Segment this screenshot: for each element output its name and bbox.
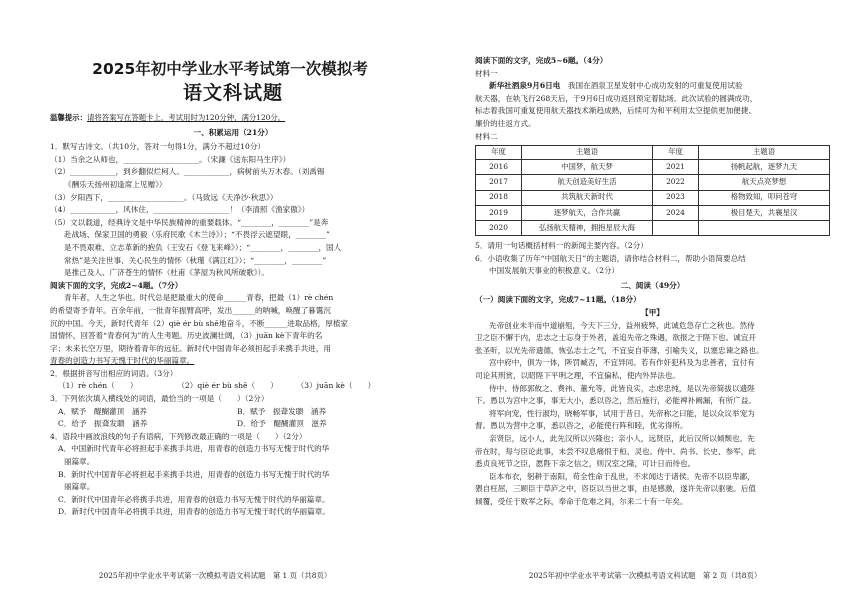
classical-line: 卫之臣不懈于内，忠志之士忘身于外者，盖追先帝之殊遇，欲报之于陛下也。诚宜开 [475, 333, 756, 343]
exam-title: 2025年初中学业水平考试第一次模拟考 [92, 60, 368, 78]
passage-line: 青年者，人生之华也。时代总是把最重大的使命______青春，把最（1）rè chén [64, 293, 334, 303]
table-cell: 2021 [652, 160, 698, 175]
classical-line: 猥自枉屈，三顾臣于草庐之中，咨臣以当世之事，由是感激，遂许先帝以驱驰。后值 [475, 484, 756, 494]
table-cell: 逐梦航天，合作共赢 [522, 205, 653, 220]
classical-line: 先帝创业未半而中道崩殂，今天下三分，益州疲弊，此诚危急存亡之秋也。然侍 [489, 320, 755, 330]
table-header: 年度 [652, 146, 698, 160]
table-row [476, 220, 830, 235]
table-row [476, 190, 830, 205]
passage-line: 字；未来长空万里，期待着青年的远征。新时代中国青年必须担起手来携手共进，用 [50, 343, 331, 353]
classical-line: 张圣听，以光先帝遗德，恢弘志士之气，不宜妄自菲薄，引喻失义，以塞忠谏之路也。 [475, 345, 764, 355]
option: A．中国新时代青年必将担起手来携手共进，用青春的创造力书写无愧于时代的华 [58, 444, 330, 454]
table-cell [699, 220, 830, 235]
reading-heading: 阅读下面的文字，完成5~6题。（4分） [475, 56, 608, 65]
classical-line: 督。愚以为营中之事，悉以咨之，必能使行阵和睦，优劣得所。 [475, 421, 688, 431]
news-dateline: 新华社酒泉9月6日电 [489, 81, 561, 91]
material-2-label: 材料二 [475, 131, 498, 141]
question-1-line: （3）夕阳西下，____________________。（马致远《天净沙·秋思》） [50, 192, 278, 202]
passage-jia-label: 【甲】 [641, 308, 664, 318]
page-footer: 2025年初中学业水平考试第一次模拟考语文科试题 第 1 页（共8页） [98, 571, 332, 581]
question-1-line: （5）文以载道，经典诗文是中华民族精神的重要载体。“________，________”是奔 [50, 217, 329, 227]
question-1-line: （2）____________，到乡翻似烂柯人。____________，病树前头万木春。（刘禹锡 [50, 167, 325, 177]
page-footer: 2025年初中学业水平考试第一次模拟考语文科试题 第 2 页（共8页） [528, 571, 762, 581]
table-cell: 2016 [476, 160, 522, 175]
material-1-label: 材料一 [475, 68, 498, 78]
classical-line: 将军向宠，性行淑均，晓畅军事，试用于昔日，先帝称之曰能，是以众议举宠为 [489, 408, 755, 418]
option: C．给予 振聋发聩 涵养 [58, 419, 148, 429]
table-cell: 格物致知，叩问苍穹 [699, 190, 830, 205]
table-cell: 极目楚天，共襄星汉 [699, 205, 830, 220]
tip-text: 请将答案写在答题卡上，考试用时为120分钟，满分120分。 [86, 113, 286, 122]
material-1-line: 廉价的往返方式。 [475, 118, 536, 128]
table-row [476, 175, 830, 190]
pinyin-item: （2）qiè ér bù shě（ ） [177, 381, 278, 391]
classical-line: 侍中、侍郎郭攸之、费祎、董允等，此皆良实，志虑忠纯，是以先帝简拔以遗陛 [489, 383, 755, 393]
section-heading-accumulation: 一、积累运用（21分） [193, 127, 273, 137]
table-cell: 2018 [476, 190, 522, 205]
table-row [476, 205, 830, 220]
classical-line: 宫中府中，俱为一体，陟罚臧否，不宜异同。若有作奸犯科及为忠善者，宜付有 [489, 358, 755, 368]
pinyin-item: （1）rè chén（ ） [58, 381, 138, 391]
question-1-line: 是推己及人、广济苍生的情怀（杜甫《茅屋为秋风所破歌》）。 [64, 268, 270, 278]
classical-line: 悉贞良死节之臣，愿陛下亲之信之，则汉室之隆，可计日而待也。 [475, 459, 696, 469]
passage-line: 沉的中国。今天，新时代青年（2）qiè ér bù shě地奋斗，不断______进取品格，厚植家 [50, 318, 349, 328]
table-cell: 2017 [476, 175, 522, 190]
classical-line: 臣本布衣，躬耕于南阳，苟全性命于乱世，不求闻达于诸侯。先帝不以臣卑鄙， [489, 471, 755, 481]
classical-line: 帝在时，每与臣论此事，未尝不叹息痛恨于桓、灵也。侍中、尚书、长史、参军，此 [475, 446, 756, 456]
question-3-options-row [50, 406, 416, 419]
question-3-options-row [50, 418, 416, 431]
table-cell: 2023 [652, 190, 698, 205]
table-cell: 2019 [476, 205, 522, 220]
table-header: 主题语 [522, 146, 653, 160]
option-continued: 丽篇章。 [64, 482, 95, 492]
theme-table [475, 145, 830, 236]
option: A．赋予 醍醐灌顶 涵养 [58, 406, 148, 416]
question-1-line: （4）____________，风休住，____________________！（李清照《渔家傲》） [50, 205, 310, 215]
table-cell: 2024 [652, 205, 698, 220]
question-6-continued: 中国发展航天事业的积极意义。（2分） [489, 266, 620, 276]
section-heading-reading: 二、阅读（49分） [620, 280, 685, 290]
table-header: 主题语 [699, 146, 830, 160]
question-1-line: （1）当余之从师也，____________________。（宋濂《送东阳马生序》） [50, 154, 291, 164]
passage-line: 国情怀，回答着“青春何为”的人生考题。历史波澜壮阔，（3）juān kè下青年的名 [50, 331, 323, 341]
classical-line: 司论其刑赏，以昭陛下平明之理，不宜偏私，使内外异法也。 [475, 371, 681, 381]
table-row [476, 160, 830, 175]
question-1-line: 赴战场、保家卫国的勇毅（乐府民歌《木兰诗》）；“不畏浮云遮望眼，________” [64, 230, 330, 240]
question-4: 4．语段中画波浪线的句子有语病，下列修改最正确的一项是（ ）（2分） [50, 431, 307, 441]
classical-line: 下。愚以为宫中之事，事无大小，悉以咨之，然后施行，必能裨补阙漏，有所广益。 [475, 396, 756, 406]
page-2-column [475, 55, 830, 509]
question-2: 2．根据拼音写出相应的词语。（3分） [50, 368, 178, 378]
material-1-line: 标志着我国可重复使用航天器技术渐趋成熟，后续可为和平利用太空提供更加便捷、 [475, 106, 756, 116]
table-header: 年度 [476, 146, 522, 160]
tip-label: 温馨提示： [50, 113, 87, 122]
table-header-row [476, 146, 830, 160]
option: B．赋予 振聋发聩 涵养 [237, 406, 327, 416]
question-1-line: 1．默写古诗文。（共10分，答对一句得1分，满分不超过10分） [50, 142, 266, 152]
question-5: 5．请用一句话概括材料一的新闻主要内容。（2分） [475, 241, 648, 251]
table-cell: 航天创造美好生活 [522, 175, 653, 190]
instructions [50, 112, 416, 125]
question-1-line: 《酬乐天扬州初逢席上见赠》） [64, 179, 167, 189]
table-cell: 航天点亮梦想 [699, 175, 830, 190]
option: C．新时代中国青年必将携手共进，用青春的创造力书写无愧于时代的华丽篇章。 [58, 494, 330, 504]
question-6: 6．小语收集了历年“中国航天日”的主题语，请你结合材料二，帮助小语简要总结 [475, 253, 746, 263]
page-1-column [50, 58, 416, 519]
exam-subtitle: 语文科试题 [182, 82, 283, 104]
material-1-line: 航天器，在轨飞行268天后，于9月6日成功返回预定着陆场。此次试验的圆满成功， [475, 93, 758, 103]
table-cell: 共筑航天新时代 [522, 190, 653, 205]
table-cell [652, 220, 698, 235]
classical-line: 倾覆，受任于败军之际，奉命于危难之间，尔来二十有一年矣。 [475, 496, 688, 506]
option-continued: 丽篇章。 [64, 457, 95, 467]
table-cell: 弘扬航天精神，拥抱星辰大海 [522, 220, 653, 235]
question-1-line: 常热”是关注世事、关心民生的情怀（秋瑾《满江红》）；“________，________” [64, 255, 327, 265]
option: D．给予 醍醐灌顶 滋养 [237, 419, 327, 429]
table-cell: 中国梦，航天梦 [522, 160, 653, 175]
material-1-line: 新华社酒泉9月6日电 我国在酒泉卫星发射中心成功发射的可重复使用试验 [489, 81, 743, 91]
table-cell: 扬帆起航，逐梦九天 [699, 160, 830, 175]
passage-line: 的希望寄予青年。百余年前，一批青年振臂高呼，发出______的呐喊，唤醒了暮霭沉 [50, 305, 331, 315]
passage-line-wavy: 青春的创造力书写无愧于时代的华丽篇章。 [50, 356, 195, 366]
option: B．新时代中国青年必将担起手来携手共进，用青春的创造力书写无愧于时代的华 [58, 469, 330, 479]
question-2-items [50, 380, 416, 393]
classical-line: 亲贤臣，远小人，此先汉所以兴隆也；亲小人，远贤臣，此后汉所以倾颓也。先 [489, 434, 755, 443]
pinyin-item: （3）juān kè（ ） [296, 381, 376, 391]
question-1-line: 是不畏艰难、立志革新的抱负（王安石《登飞来峰》）；“________，________，国人 [64, 242, 342, 252]
table-cell: 2020 [476, 220, 522, 235]
subsection-heading: （一）阅读下面的文字，完成7~11题。（18分） [475, 295, 641, 305]
table-cell: 2022 [652, 175, 698, 190]
question-3: 3．下列依次填入横线处的词语，最恰当的一项是（ ）（2分） [50, 394, 269, 404]
reading-heading: 阅读下面的文字，完成2~4题。（7分） [50, 280, 183, 290]
exam-page-2 [430, 0, 860, 593]
option: D．新时代中国青年必将携手共进，用青春的创造力书写无愧于时代的华丽篇章。 [58, 507, 330, 517]
